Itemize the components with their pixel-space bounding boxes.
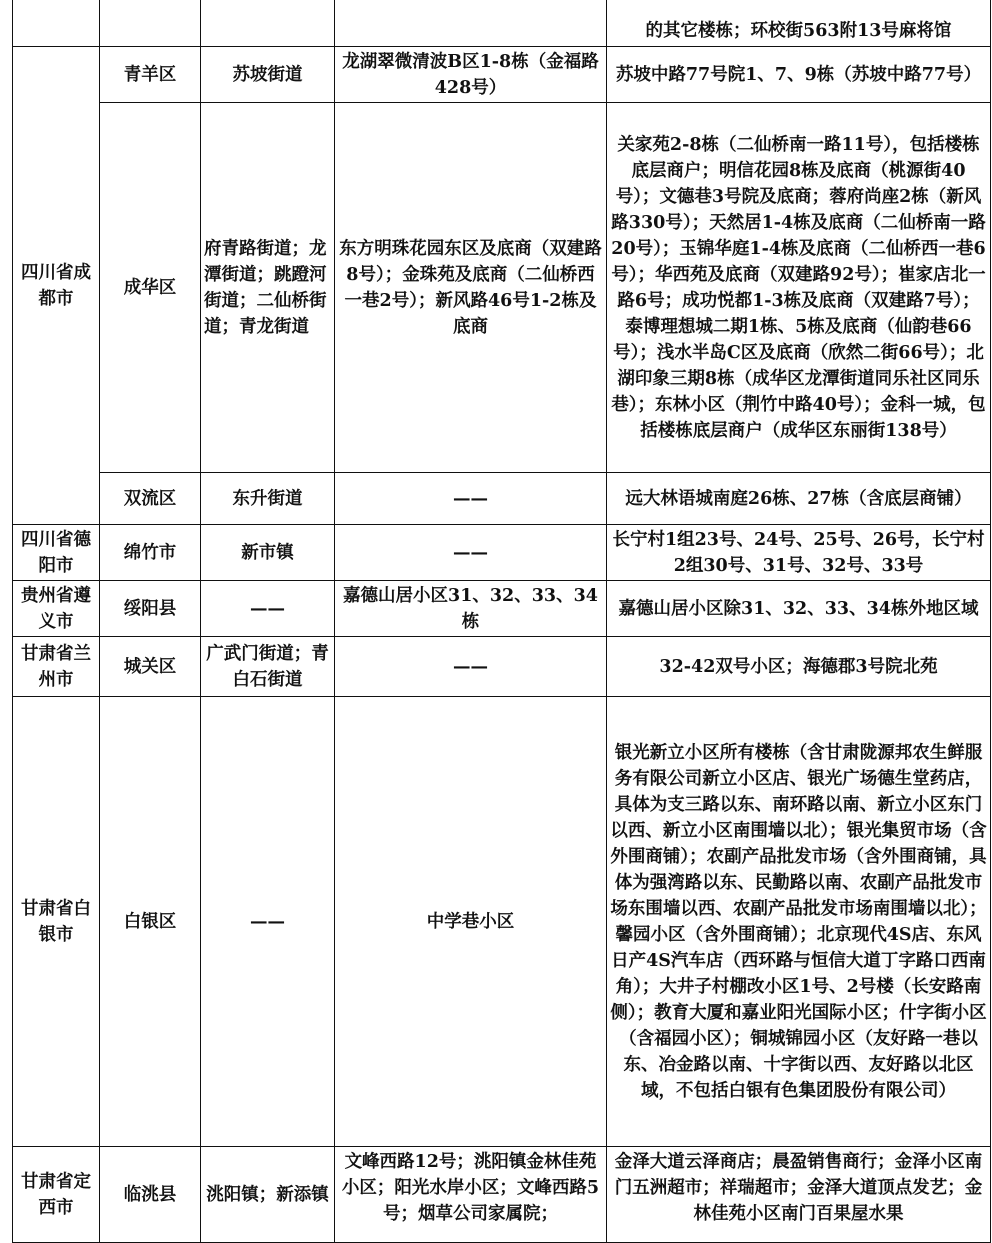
street-cell: 府青路街道；龙潭街道；跳蹬河街道；二仙桥街道；青龙街道: [201, 103, 335, 473]
mid-risk-cell: 银光新立小区所有楼栋（含甘肃陇源邦农生鲜服务有限公司新立小区店、银光广场德生堂药店，具体为支三路以东、南环路以南、新立小区东门以西、新立小区南围墙以北）；银光集贸市场（含外围商铺）；农副产品批发市场（含外围商铺，具体为强湾路以东、民勤路以南、农副产品批发市场东围墙以西、农副产品批发市场南围墙以北）；馨园小区（含外围商铺）；北京现代4S店、东风日产4S汽车店（西环路与恒信大道丁字路口西南角）；大井子村棚改小区1号、2号楼（长安路南侧）；教育大厦和嘉业阳光国际小区；什字街小区（含福园小区）；铜城锦园小区（友好路一巷以东、冶金路以南、十字街以西、友好路以北区域，不包括白银有色集团股份有限公司）: [607, 697, 991, 1147]
district-cell: 临洮县: [100, 1147, 201, 1243]
province-cell: 四川省德阳市: [13, 525, 100, 581]
district-cell: 双流区: [100, 473, 201, 525]
district-cell: [100, 0, 201, 47]
street-cell: 苏坡街道: [201, 47, 335, 103]
mid-risk-cell: 的其它楼栋；环校街563附13号麻将馆: [607, 0, 991, 47]
mid-risk-cell: 长宁村1组23号、24号、25号、26号，长宁村2组30号、31号、32号、33号: [607, 525, 991, 581]
mid-risk-cell: 32-42双号小区；海德郡3号院北苑: [607, 637, 991, 697]
province-cell: 贵州省遵义市: [13, 581, 100, 637]
province-cell: 甘肃省兰州市: [13, 637, 100, 697]
district-cell: 城关区: [100, 637, 201, 697]
high-risk-cell: ——: [335, 473, 607, 525]
high-risk-cell: ——: [335, 637, 607, 697]
table-row: [13, 637, 991, 697]
table-row: [13, 525, 991, 581]
district-cell: 青羊区: [100, 47, 201, 103]
district-cell: 绵竹市: [100, 525, 201, 581]
table-row: [13, 473, 991, 525]
table-row: [13, 697, 991, 1147]
high-risk-cell: ——: [335, 525, 607, 581]
high-risk-cell: 文峰西路12号；洮阳镇金林佳苑小区；阳光水岸小区；文峰西路5号；烟草公司家属院；: [335, 1147, 607, 1243]
table-row: [13, 581, 991, 637]
high-risk-cell: [335, 0, 607, 47]
risk-area-table-page: [12, 0, 990, 1243]
mid-risk-cell: 远大林语城南庭26栋、27栋（含底层商铺）: [607, 473, 991, 525]
mid-risk-cell: 金泽大道云泽商店；晨盈销售商行；金泽小区南门五洲超市；祥瑞超市；金泽大道顶点发艺；金林佳苑小区南门百果屋水果: [607, 1147, 991, 1243]
district-cell: 成华区: [100, 103, 201, 473]
province-cell: 甘肃省定西市: [13, 1147, 100, 1243]
risk-area-table: [12, 0, 991, 1243]
district-cell: 白银区: [100, 697, 201, 1147]
mid-risk-cell: 嘉德山居小区除31、32、33、34栋外地区域: [607, 581, 991, 637]
table-row: [13, 0, 991, 47]
high-risk-cell: 中学巷小区: [335, 697, 607, 1147]
street-cell: ——: [201, 581, 335, 637]
street-cell: 新市镇: [201, 525, 335, 581]
street-cell: 东升街道: [201, 473, 335, 525]
table-row: [13, 47, 991, 103]
province-cell: 四川省成都市: [13, 47, 100, 525]
mid-risk-cell: 苏坡中路77号院1、7、9栋（苏坡中路77号）: [607, 47, 991, 103]
high-risk-cell: 嘉德山居小区31、32、33、34栋: [335, 581, 607, 637]
table-row: [13, 1147, 991, 1243]
district-cell: 绥阳县: [100, 581, 201, 637]
mid-risk-cell: 关家苑2-8栋（二仙桥南一路11号），包括楼栋底层商户；明信花园8栋及底商（桃源街40号）；文德巷3号院及底商；蓉府尚座2栋（新风路330号）；天然居1-4栋及底商（二仙桥南一路20号）；玉锦华庭1-4栋及底商（二仙桥西一巷6号）；华西苑及底商（双建路92号）；崔家店北一路6号；成功悦都1-3栋及底商（双建路7号）；泰博理想城二期1栋、5栋及底商（仙韵巷66号）；浅水半岛C区及底商（欣然二街66号）；北湖印象三期8栋（成华区龙潭街道同乐社区同乐巷）；东林小区（荆竹中路40号）；金科一城，包括楼栋底层商户（成华区东丽街138号）: [607, 103, 991, 473]
high-risk-cell: 龙湖翠微清波B区1-8栋（金福路428号）: [335, 47, 607, 103]
high-risk-cell: 东方明珠花园东区及底商（双建路8号）；金珠苑及底商（二仙桥西一巷2号）；新风路46号1-2栋及底商: [335, 103, 607, 473]
table-row: [13, 103, 991, 473]
street-cell: [201, 0, 335, 47]
street-cell: ——: [201, 697, 335, 1147]
street-cell: 广武门街道；青白石街道: [201, 637, 335, 697]
province-cell: [13, 0, 100, 47]
province-cell: 甘肃省白银市: [13, 697, 100, 1147]
street-cell: 洮阳镇；新添镇: [201, 1147, 335, 1243]
